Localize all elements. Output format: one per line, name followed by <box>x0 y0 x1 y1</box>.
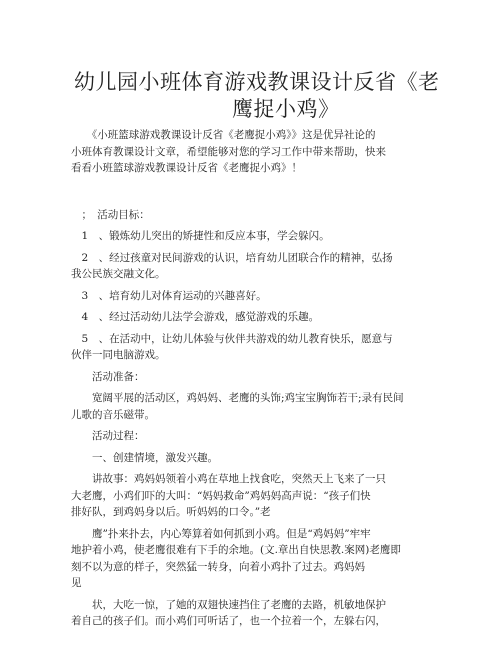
story-line: 刻不以为意的样子，突然猛一转身，向着小鸡扑了过去。鸡妈妈 <box>71 560 365 573</box>
intro-line: 看看小班篮球游戏教课设计反省《老鹰捉小鸡》！ <box>71 162 302 174</box>
story-line: 地护着小鸡，使老鹰很难有下手的余地。(文.章出自快思教.案网)老鹰即 <box>71 544 401 556</box>
story-line: 着自己的孩子们。而小鸡们可听话了，也一个拉着一个，左躲右闪， <box>71 615 386 627</box>
section-heading-process: 活动过程： <box>71 430 145 442</box>
goal-item: 4 、经过活动幼儿法学会游戏，感觉游戏的乐趣。 <box>71 311 320 323</box>
story-line: 排好队，到鸡妈身以后。听妈妈的口令。”老 <box>71 506 271 518</box>
preparation-line: 儿歌的音乐磁带。 <box>71 408 155 421</box>
process-step: 一、创建情境，激发兴趣。 <box>71 451 218 464</box>
section-heading-goals: ； 活动目标： <box>71 208 150 221</box>
intro-line: 小班体育教课设计文章，希望能够对您的学习工作中带来帮助，快来 <box>71 145 386 158</box>
story-line: 讲故事：鸡妈妈领着小鸡在草地上找食吃，突然天上飞来了一只 <box>71 473 386 485</box>
story-line: 鹰”扑来扑去，内心筹算着如何抓到小鸡。但是“鸡妈妈”牢牢 <box>71 527 371 540</box>
spacer <box>71 177 431 207</box>
goal-item: 3 、培育幼儿对体育运动的兴趣喜好。 <box>71 289 267 302</box>
goal-item: 2 、经过孩童对民间游戏的认识，培育幼儿团联合作的精神，弘扬 <box>71 251 393 264</box>
story-line: 状，大吃一惊，了她的双翅快速挡住了老鹰的去路，机敏地保护 <box>71 598 386 611</box>
document-body <box>71 127 431 630</box>
goal-item: 5 、在活动中，让幼儿体验与伙伴共游戏的幼儿教育快乐，愿意与 <box>71 332 393 345</box>
preparation-line: 宽阔平展的活动区，鸡妈妈、老鹰的头饰;鸡宝宝胸饰若干;录有民间 <box>71 392 404 404</box>
story-line: 大老鹰，小鸡们吓的大叫：“妈妈救命”鸡妈妈高声说：“孩子们快 <box>71 489 371 502</box>
goal-item: 我公民族交融文化。 <box>71 268 166 280</box>
intro-line: 《小班篮球游戏教课设计反省《老鹰捉小鸡》》这是优异社论的 <box>71 129 376 141</box>
section-heading-preparation: 活动准备： <box>71 370 145 383</box>
goal-item: 伙伴一同电脑游戏。 <box>71 349 166 361</box>
document-title-line-2: 鹰捉小鸡》 <box>232 97 340 121</box>
goal-item: 1 、锻炼幼儿突出的矫捷性和反应本事，学会躲闪。 <box>71 230 330 242</box>
document-title-line-1: 幼儿园小班体育游戏教课设计反省《老 <box>74 70 440 94</box>
story-line: 见 <box>71 577 82 589</box>
